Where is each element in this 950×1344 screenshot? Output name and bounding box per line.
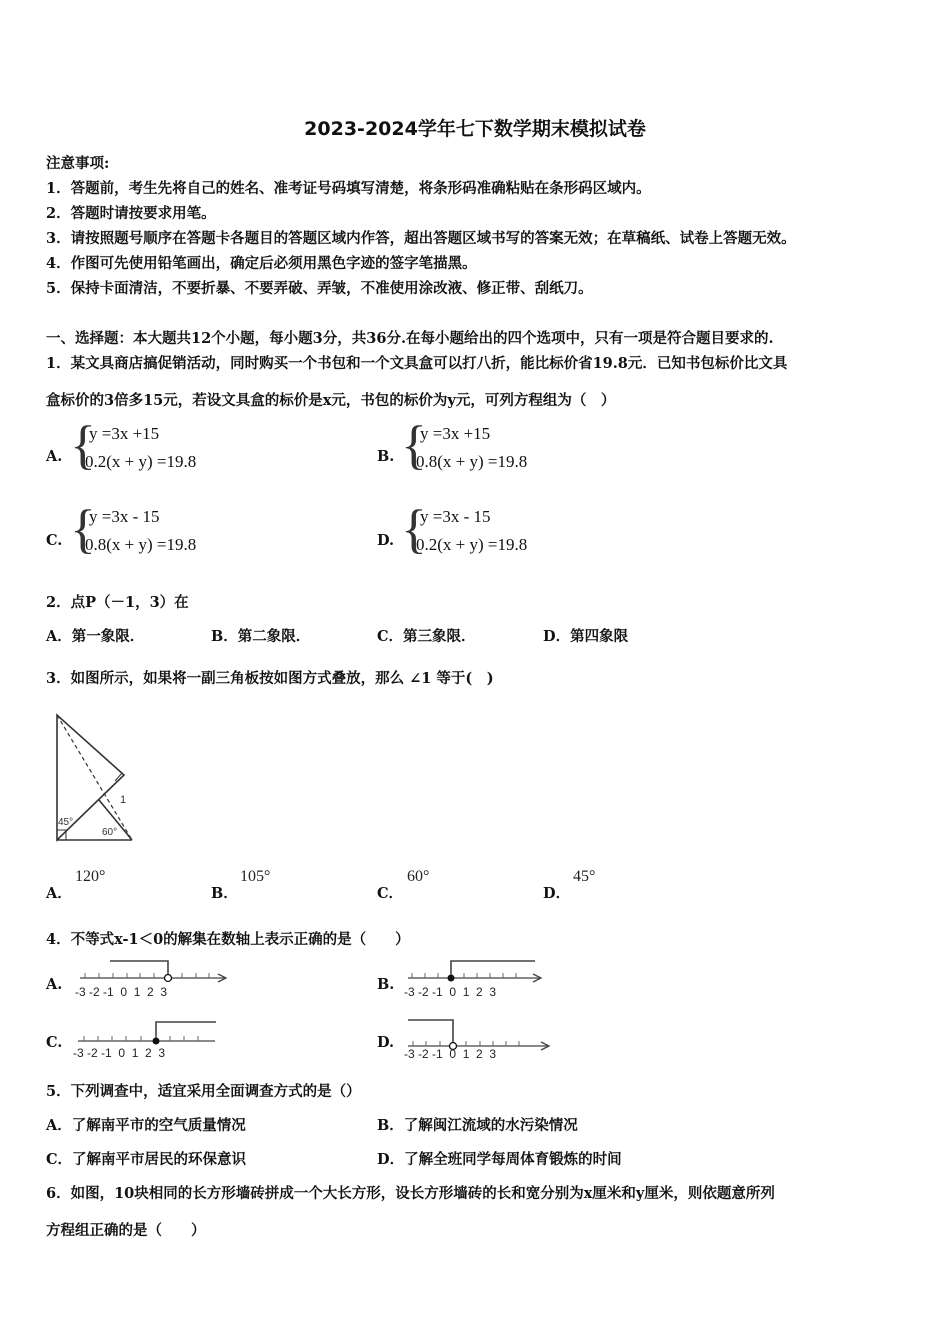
q4-a-open-point xyxy=(165,975,172,982)
q1-option-d-eq2: 0.2(x + y) =19.8 xyxy=(416,535,528,554)
q1-option-d-label[interactable]: D. xyxy=(377,532,395,549)
q3-option-b-label[interactable]: B． xyxy=(211,885,238,902)
q1-option-c-eq2: 0.8(x + y) =19.8 xyxy=(85,535,197,554)
notes-item-1: 1．答题前，考生先将自己的姓名、准考证号码填写清楚，将条形码准确粘贴在条形码区域内。 xyxy=(46,180,651,197)
notes-heading: 注意事项: xyxy=(46,155,110,172)
q4-option-c-numberline xyxy=(70,1014,230,1060)
q5-option-b[interactable]: B．了解闽江流域的水污染情况 xyxy=(377,1117,578,1134)
q4-b-tick-labels: -3 -2 -1 0 1 2 3 xyxy=(404,985,497,999)
q5-option-a[interactable]: A．了解南平市的空气质量情况 xyxy=(46,1117,246,1134)
q2-option-b[interactable]: B．第二象限． xyxy=(211,628,311,645)
q3-option-b-value: 105° xyxy=(240,868,271,885)
q3-triangle-figure xyxy=(44,705,144,845)
q4-b-ticks xyxy=(412,973,516,978)
q4-a-tick-labels: -3 -2 -1 0 1 2 3 xyxy=(75,985,168,999)
q2-option-a[interactable]: A．第一象限． xyxy=(46,628,145,645)
q4-option-d-numberline xyxy=(400,1014,560,1060)
q1-option-c-brace: { xyxy=(70,499,96,559)
q6-stem-line1: 6．如图，10块相同的长方形墙砖拼成一个大长方形，设长方形墙砖的长和宽分别为x厘米和y厘米，则依题意所列 xyxy=(46,1185,775,1202)
notes-item-3: 3．请按照题号顺序在答题卡各题目的答题区域内作答，超出答题区域书写的答案无效；在草稿纸、试卷上答题无效。 xyxy=(46,230,796,247)
q4-d-tick-labels: -3 -2 -1 0 1 2 3 xyxy=(404,1047,497,1060)
q3-option-a-label[interactable]: A． xyxy=(46,885,72,902)
q1-option-b-eq2: 0.8(x + y) =19.8 xyxy=(416,452,528,471)
q1-option-b-brace: { xyxy=(401,415,427,475)
q1-option-a-eq1: y =3x +15 xyxy=(89,424,160,443)
q2-stem: 2．点P（－1，3）在 xyxy=(46,594,189,611)
q1-option-d-eq1: y =3x - 15 xyxy=(420,507,491,526)
q1-stem-line2: 盒标价的3倍多15元，若设文具盒的标价是x元，书包的标价为y元，可列方程组为（ ） xyxy=(46,392,616,409)
q4-option-a-label[interactable]: A. xyxy=(46,976,63,993)
q4-d-solution-ray xyxy=(408,1020,453,1046)
q1-stem-line1: 1．某文具商店搞促销活动，同时购买一个书包和一个文具盒可以打八折，能比标价省19.8元．已知书包标价比文具 xyxy=(46,355,788,372)
q4-b-closed-point xyxy=(448,975,455,982)
q4-stem: 4．不等式x-1＜0的解集在数轴上表示正确的是（ ） xyxy=(46,931,410,948)
q4-option-d-label[interactable]: D. xyxy=(377,1034,395,1051)
q1-option-c-eq1: y =3x - 15 xyxy=(89,507,160,526)
q1-option-d-brace: { xyxy=(401,499,427,559)
q2-option-d[interactable]: D．第四象限 xyxy=(543,628,629,645)
page-title: 2023-2024学年七下数学期末模拟试卷 xyxy=(304,118,646,140)
notes-item-4: 4．作图可先使用铅笔画出，确定后必须用黑色字迹的签字笔描黑。 xyxy=(46,255,477,272)
q4-c-tick-labels: -3 -2 -1 0 1 2 3 xyxy=(73,1046,166,1060)
q5-stem: 5．下列调查中，适宜采用全面调查方式的是（） xyxy=(46,1083,361,1100)
q1-option-a-brace: { xyxy=(70,415,96,475)
q4-c-ticks xyxy=(84,1036,198,1041)
q3-angle-45-label: 45° xyxy=(58,817,74,828)
q2-option-c[interactable]: C．第三象限． xyxy=(377,628,476,645)
q4-c-solution-ray xyxy=(156,1022,216,1041)
q3-option-c-label[interactable]: C． xyxy=(377,885,404,902)
notes-item-2: 2．答题时请按要求用笔。 xyxy=(46,205,216,222)
q4-a-solution-ray xyxy=(110,961,168,978)
q3-option-c-value: 60° xyxy=(407,868,430,885)
q1-option-b-label[interactable]: B. xyxy=(377,448,395,465)
notes-item-5: 5．保持卡面清洁，不要折暴、不要弄破、弄皱，不准使用涂改液、修正带、刮纸刀。 xyxy=(46,280,593,297)
q4-option-a-numberline xyxy=(70,956,230,1002)
q4-c-closed-point xyxy=(153,1038,160,1045)
q5-option-d[interactable]: D．了解全班同学每周体育锻炼的时间 xyxy=(377,1151,622,1168)
q4-option-b-numberline xyxy=(400,956,560,1002)
q4-a-ticks xyxy=(85,973,209,978)
q5-option-c[interactable]: C．了解南平市居民的环保意识 xyxy=(46,1151,247,1168)
q3-option-d-label[interactable]: D． xyxy=(543,885,571,902)
q6-stem-line2: 方程组正确的是（ ） xyxy=(46,1222,206,1239)
q3-option-a-value: 120° xyxy=(75,868,106,885)
q1-option-c-label[interactable]: C. xyxy=(46,532,63,549)
q4-option-c-label[interactable]: C. xyxy=(46,1034,63,1051)
q3-angle-1-label: 1 xyxy=(120,794,127,806)
q1-option-a-label[interactable]: A. xyxy=(46,448,63,465)
q3-option-d-value: 45° xyxy=(573,868,596,885)
q1-option-b-eq1: y =3x +15 xyxy=(420,424,491,443)
section-heading: 一、选择题：本大题共12个小题，每小题3分，共36分.在每小题给出的四个选项中，只有一项是符合题目要求的. xyxy=(46,330,774,347)
q1-option-a-eq2: 0.2(x + y) =19.8 xyxy=(85,452,197,471)
q4-option-b-label[interactable]: B. xyxy=(377,976,395,993)
q4-d-ticks xyxy=(413,1041,519,1046)
q3-angle-60-label: 60° xyxy=(102,827,118,838)
q3-stem: 3．如图所示，如果将一副三角板按如图方式叠放，那么 ∠1 等于( ) xyxy=(46,670,494,687)
